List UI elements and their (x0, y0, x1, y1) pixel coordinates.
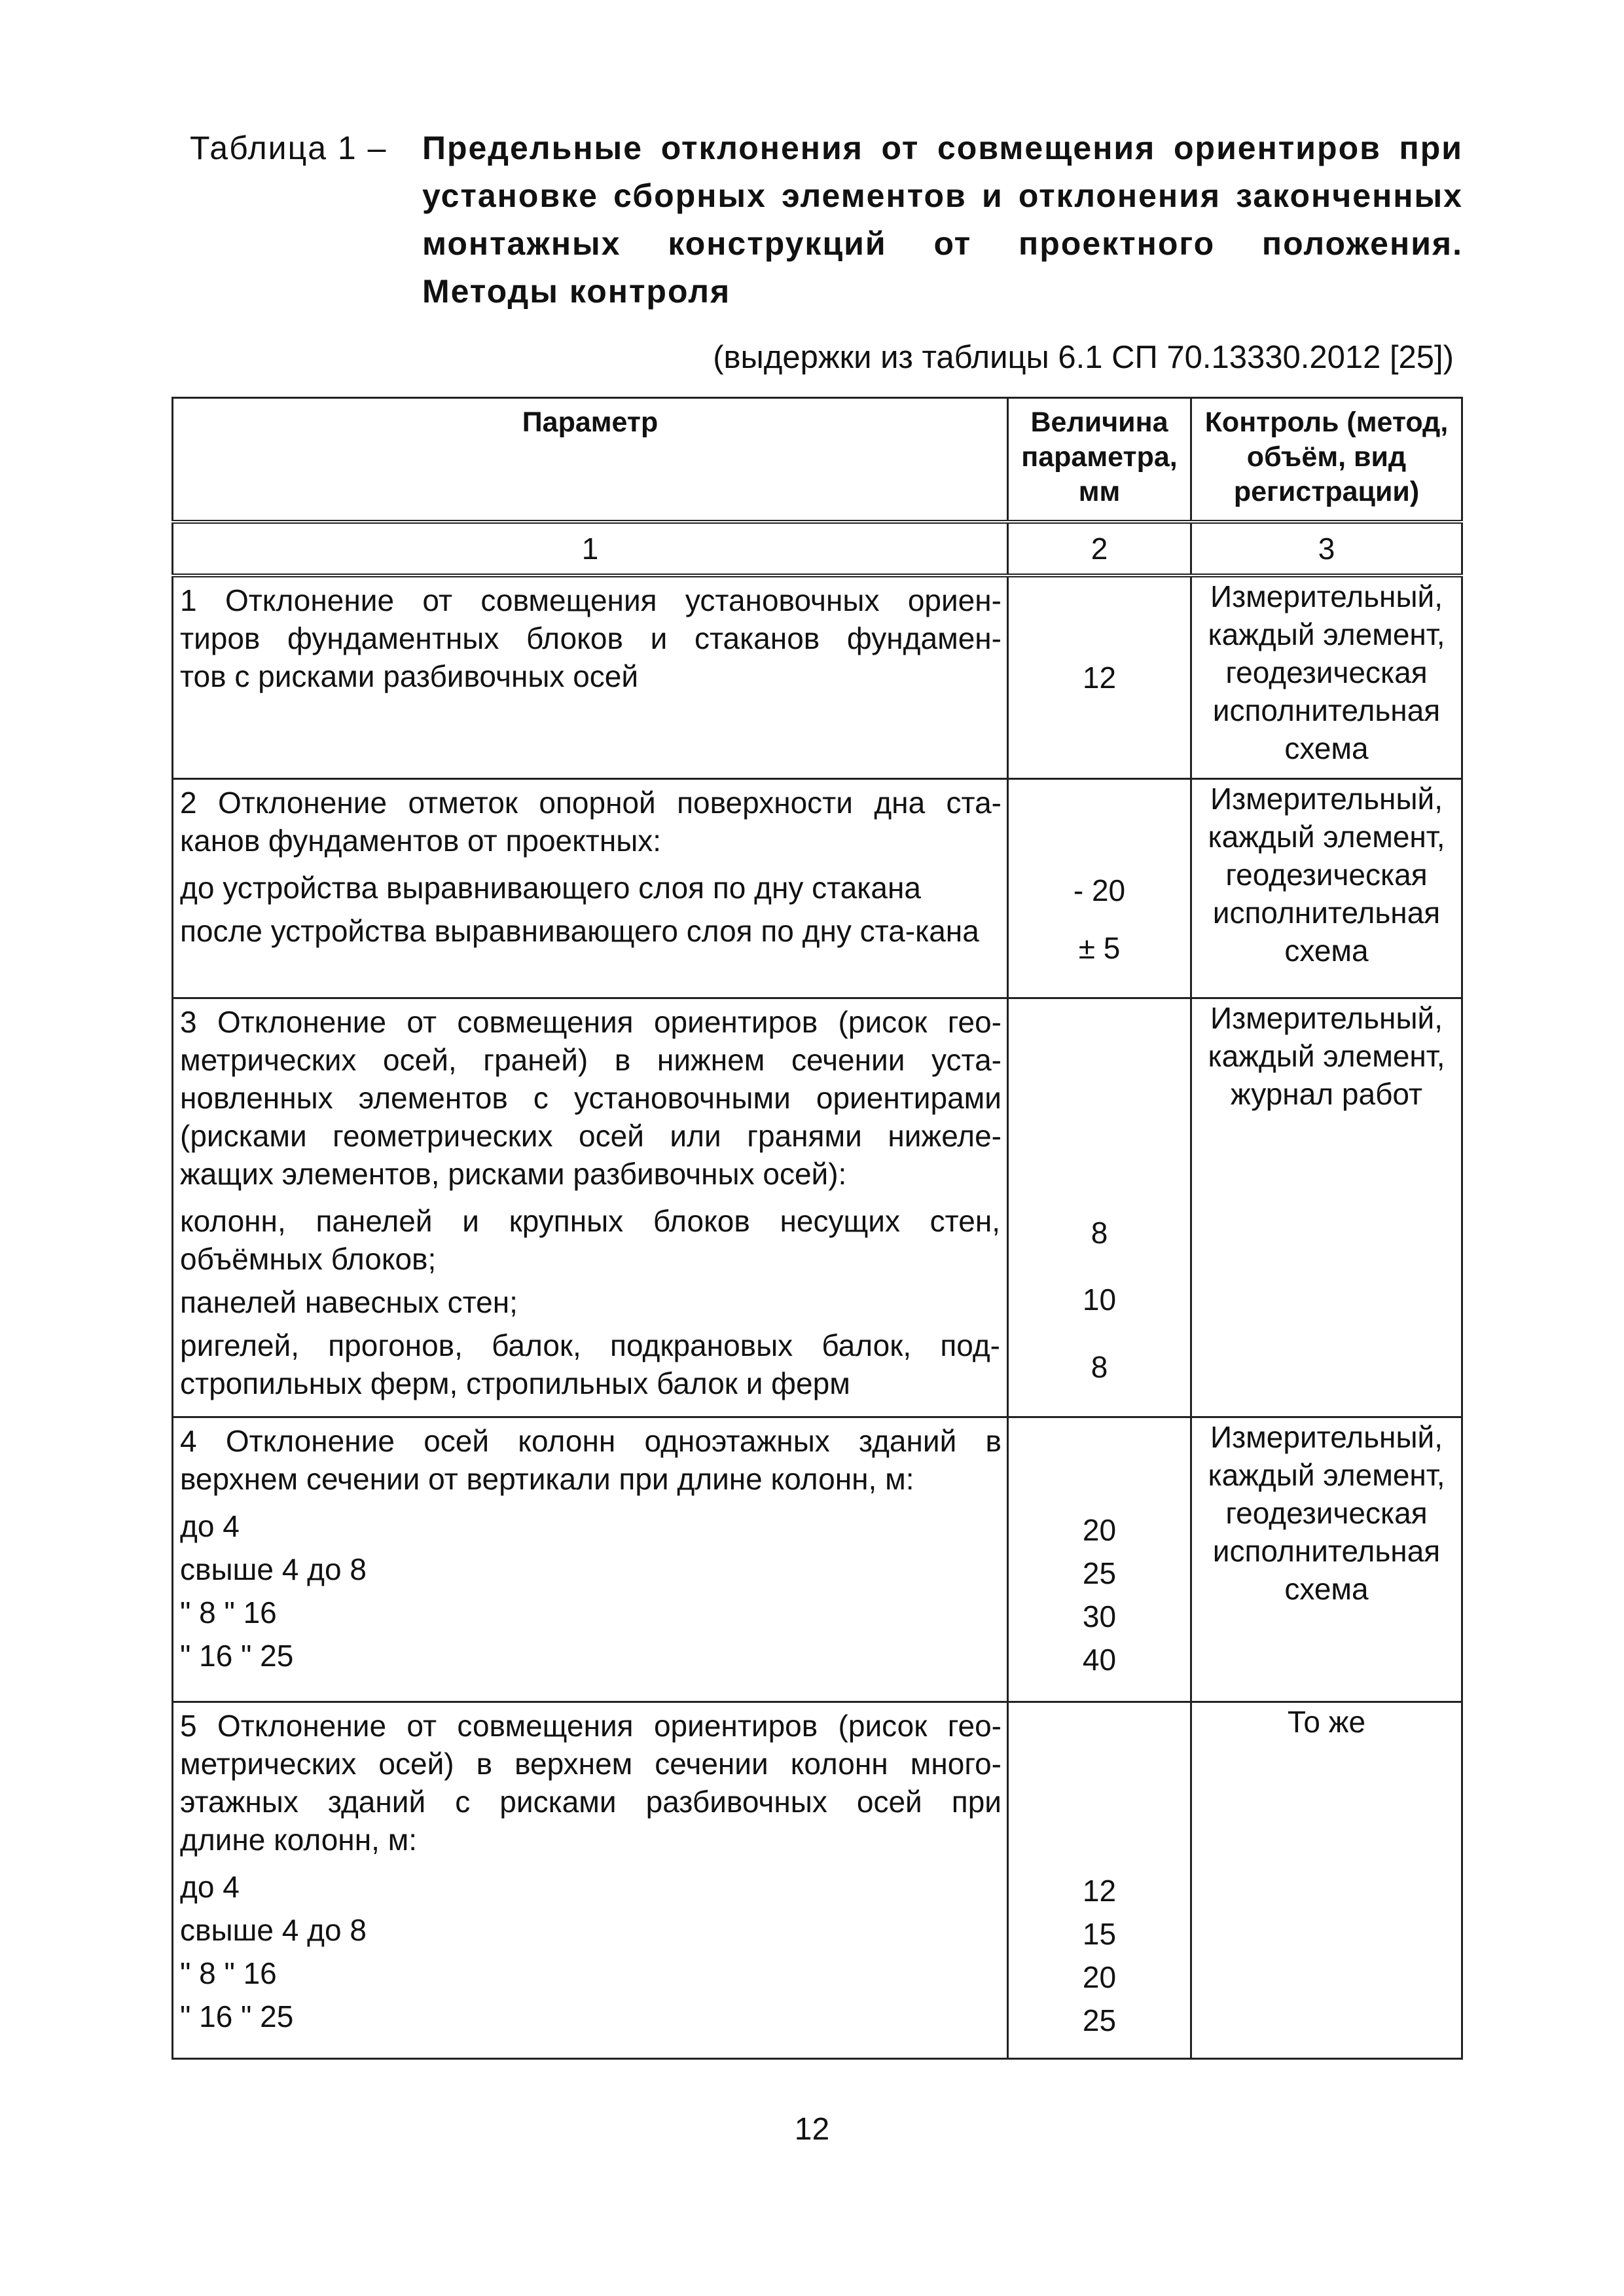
parameter-cell (173, 1702, 1008, 2058)
sub-value: 20 (1082, 1959, 1117, 1994)
column-number-row (173, 522, 1462, 575)
sub-value: ± 5 (1078, 930, 1121, 965)
header-row (173, 398, 1462, 522)
control-cell: Измерительный, каждый элемент, журнал работ (1191, 998, 1462, 1417)
title-line: Методы контроля (422, 273, 731, 310)
parameter-line: тов с рисками разбивочных осей (180, 659, 639, 693)
parameter-line: 3 Отклонение от совмещения ориентиров (рисок гео- (180, 1004, 1001, 1039)
parameter-line: 2 Отклонение отметок опорной поверхности дна ста- (180, 785, 1001, 820)
value-cell (1008, 998, 1191, 1417)
table-label: Таблица 1 – (190, 130, 388, 166)
parameter-line: 1 Отклонение от совмещения установочных ориен- (180, 583, 1001, 617)
control-cell: Измерительный, каждый элемент, геодезическая исполнительная схема (1191, 778, 1462, 998)
sub-item: колонн, панелей и крупных блоков несущих стен, объёмных блоков; (180, 1203, 1000, 1276)
sub-item: после устройства выравнивающего слоя по дну ста-кана (180, 913, 979, 948)
value-cell (1008, 1417, 1191, 1702)
parameter-cell (173, 1417, 1008, 1702)
value-cell (1008, 778, 1191, 998)
parameter-line: этажных зданий с рисками разбивочных осей при (180, 1784, 1001, 1819)
sub-item: до 4 (180, 1869, 240, 1904)
sub-item: ригелей, прогонов, балок, подкрановых балок, под-стропильных ферм, стропильных балок и ферм (180, 1328, 1000, 1400)
sub-value: - 20 (1073, 873, 1126, 907)
parameter-line: жащих элементов, рисками разбивочных осей): (180, 1156, 847, 1191)
parameter-line: верхнем сечении от вертикали при длине колонн, м: (180, 1461, 914, 1496)
sub-item: свыше 4 до 8 (180, 1912, 367, 1947)
title-line: Предельные отклонения от совмещения ориентиров при (422, 130, 1463, 166)
parameter-line: новленных элементов с установочными ориентирами (180, 1080, 1001, 1115)
table-row (173, 575, 1462, 778)
sub-value: 8 (1091, 1349, 1108, 1384)
table-title (422, 124, 1463, 316)
column-number: 3 (1191, 522, 1462, 575)
table-row (173, 998, 1462, 1417)
parameter-line: тиров фундаментных блоков и стаканов фундамен- (180, 621, 1001, 655)
column-number: 1 (173, 522, 1008, 575)
sub-value: 20 (1082, 1512, 1117, 1547)
parameter-line: длине колонн, м: (180, 1822, 418, 1857)
header-control: Контроль (метод, объём, вид регистрации) (1191, 398, 1462, 522)
control-cell: То же (1191, 1702, 1462, 2058)
parameter-line: 5 Отклонение от совмещения ориентиров (рисок гео- (180, 1708, 1001, 1743)
sub-value: 12 (1082, 1873, 1117, 1908)
sub-value: 10 (1082, 1282, 1117, 1317)
parameter-line: 4 Отклонение осей колонн одноэтажных зданий в (180, 1423, 1001, 1458)
value-cell: 12 (1008, 575, 1191, 778)
sub-value: 15 (1082, 1916, 1117, 1951)
sub-value: 40 (1082, 1642, 1117, 1677)
control-cell: Измерительный, каждый элемент, геодезическая исполнительная схема (1191, 1417, 1462, 1702)
sub-value: 30 (1082, 1599, 1117, 1633)
source-note: (выдержки из таблицы 6.1 СП 70.13330.2012 [25]) (713, 340, 1454, 375)
sub-item: до устройства выравнивающего слоя по дну стакана (180, 870, 921, 905)
sub-item: " 16 " 25 (180, 1638, 294, 1673)
table-row (173, 1702, 1462, 2058)
column-number: 2 (1008, 522, 1191, 575)
parameter-line: канов фундаментов от проектных: (180, 823, 662, 858)
page-number: 12 (794, 2112, 830, 2147)
parameter-cell (173, 778, 1008, 998)
sub-value: 8 (1091, 1215, 1108, 1250)
parameter-cell (173, 575, 1008, 778)
sub-item: свыше 4 до 8 (180, 1552, 367, 1586)
header-value: Величина параметра, мм (1008, 398, 1191, 522)
tolerance-table (171, 397, 1463, 2060)
parameter-cell (173, 998, 1008, 1417)
sub-value: 25 (1082, 1556, 1117, 1590)
control-cell: Измерительный, каждый элемент, геодезическая исполнительная схема (1191, 575, 1462, 778)
parameter-line: (рисками геометрических осей или гранями нижеле- (180, 1118, 1001, 1153)
sub-item: " 16 " 25 (180, 1999, 294, 2033)
sub-item: " 8 " 16 (180, 1956, 277, 1990)
sub-item: до 4 (180, 1508, 240, 1543)
parameter-line: метрических осей, граней) в нижнем сечении уста- (180, 1042, 1001, 1077)
title-line: монтажных конструкций от проектного положения. (422, 225, 1463, 262)
parameter-line: метрических осей) в верхнем сечении колонн много- (180, 1746, 1001, 1781)
table-row (173, 778, 1462, 998)
value-cell (1008, 1702, 1191, 2058)
sub-item: " 8 " 16 (180, 1595, 277, 1630)
title-line: установке сборных элементов и отклонения законченных (422, 177, 1463, 214)
header-parameter: Параметр (173, 398, 1008, 522)
sub-value: 25 (1082, 2003, 1117, 2037)
table-row (173, 1417, 1462, 1702)
sub-item: панелей навесных стен; (180, 1285, 518, 1319)
